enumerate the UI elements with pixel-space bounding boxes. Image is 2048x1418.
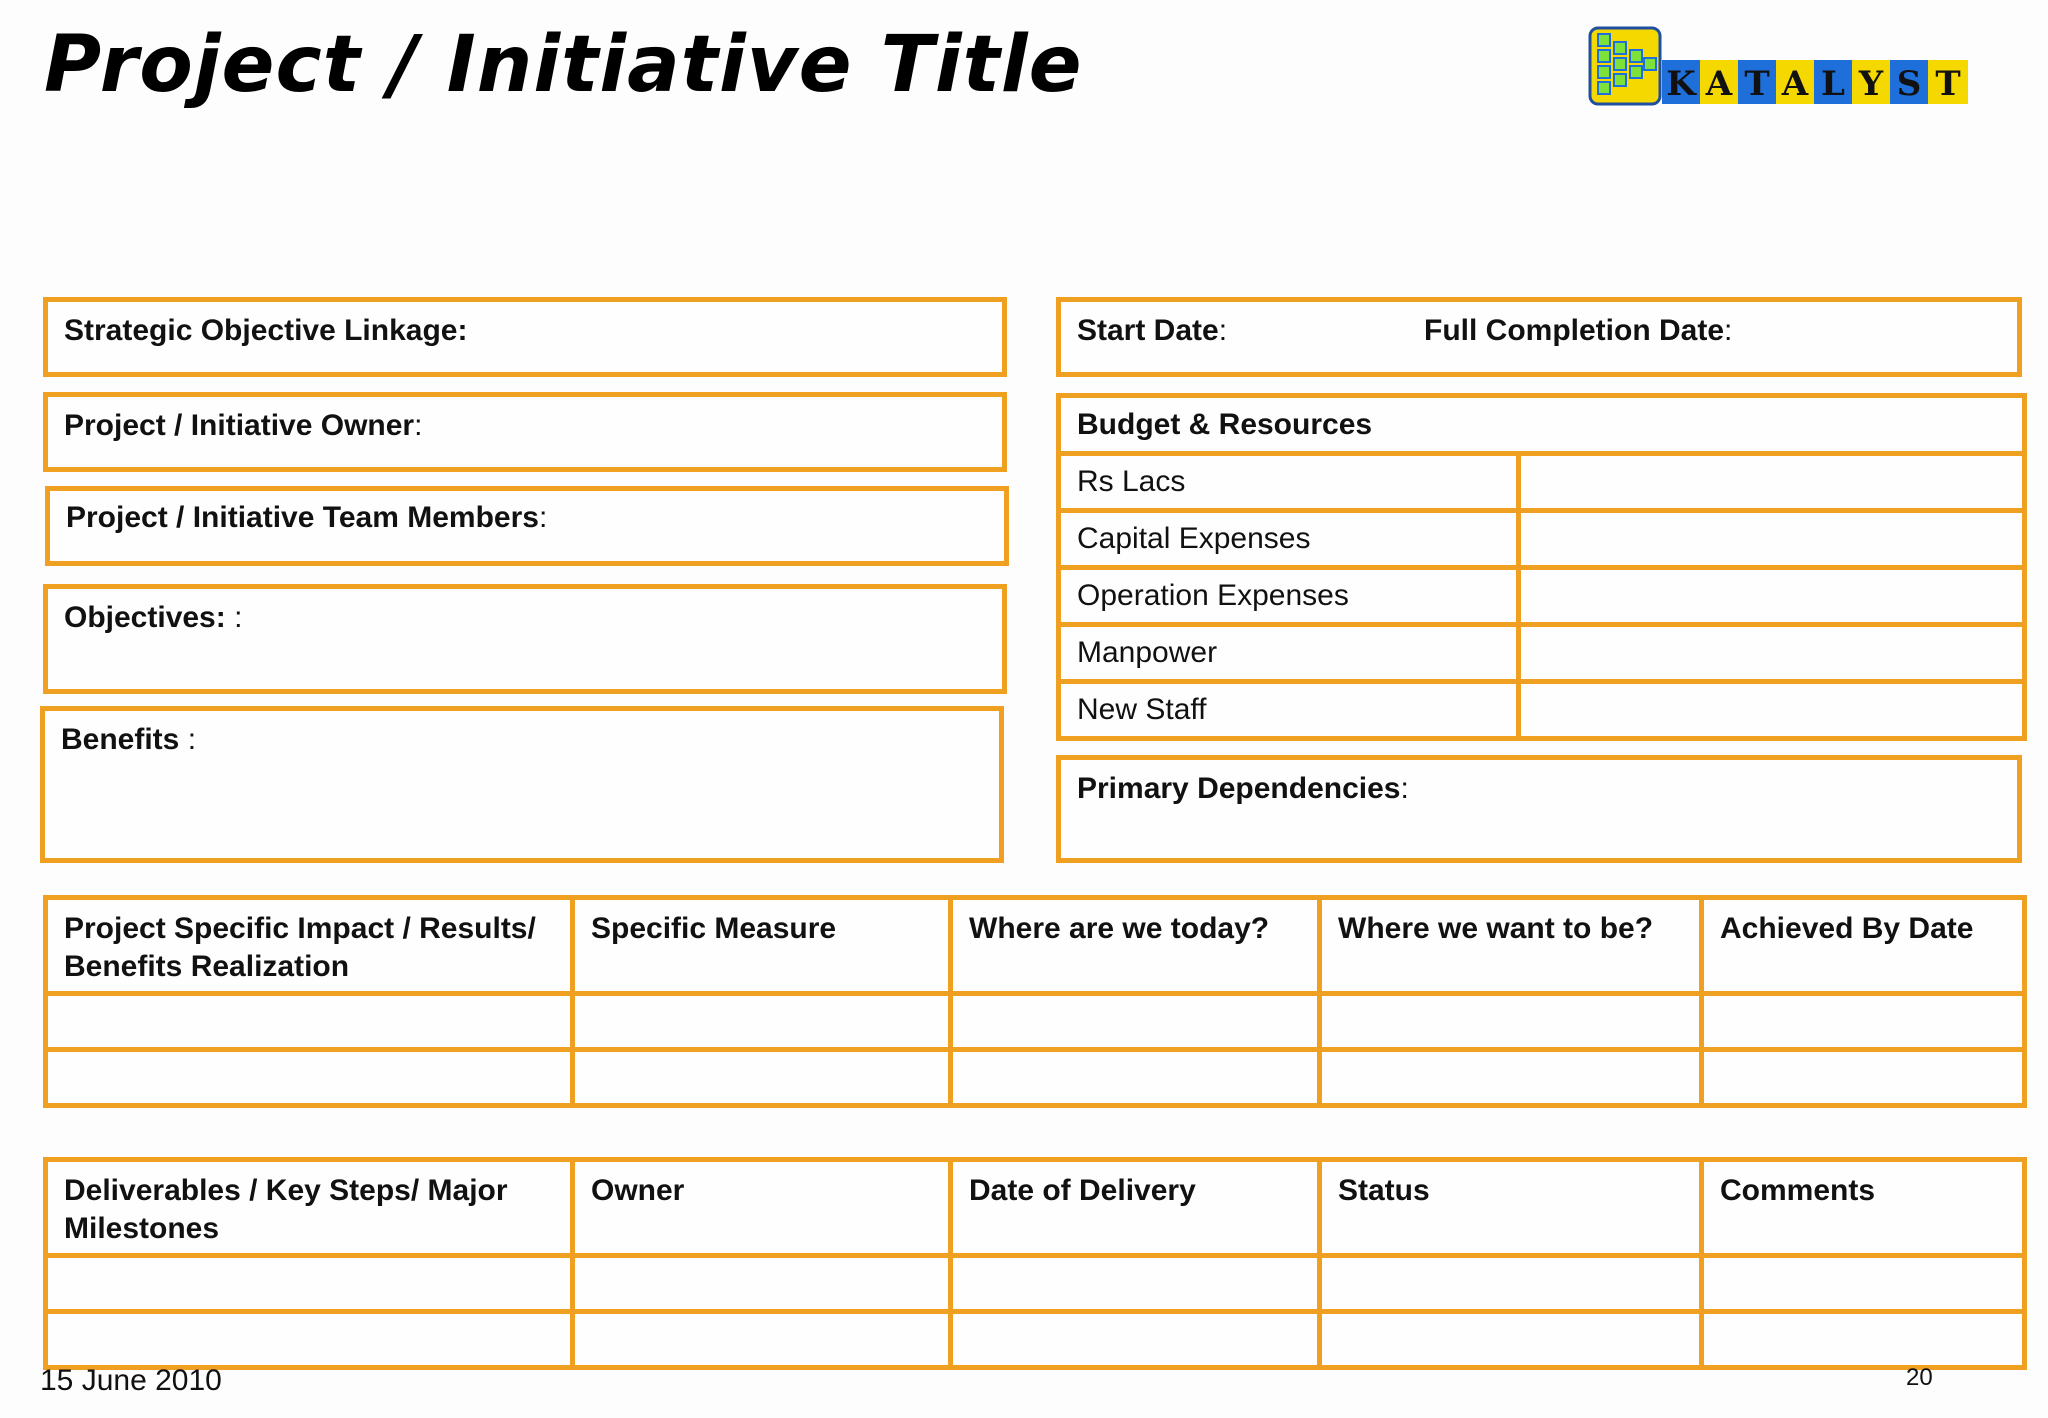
budget-value-cell[interactable] <box>1519 568 2025 625</box>
impact-header-row <box>46 898 2025 994</box>
impact-cell[interactable] <box>1702 994 2025 1050</box>
budget-row-label: Rs Lacs <box>1059 454 1519 511</box>
svg-text:S: S <box>1896 64 1922 104</box>
deliverables-cell[interactable] <box>573 1312 951 1368</box>
budget-value-cell[interactable] <box>1519 625 2025 682</box>
budget-row-label: New Staff <box>1059 682 1519 739</box>
benefits-label: Benefits : <box>61 723 197 756</box>
budget-value-cell[interactable] <box>1519 454 2025 511</box>
dependencies-label: Primary Dependencies: <box>1077 772 1409 805</box>
page-title: Project / Initiative Title <box>44 20 1083 110</box>
budget-row-label: Capital Expenses <box>1059 511 1519 568</box>
katalyst-logo <box>1588 26 1974 108</box>
deliverables-cell[interactable] <box>1320 1256 1702 1312</box>
logo-wordmark <box>1662 60 1968 104</box>
svg-text:Y: Y <box>1858 64 1884 104</box>
impact-row <box>46 1050 2025 1106</box>
deliverables-header-cell: Comments <box>1702 1160 2025 1256</box>
deliverables-cell[interactable] <box>951 1312 1320 1368</box>
start-date-label: Start Date: <box>1077 314 1228 347</box>
deliverables-header-row <box>46 1160 2025 1256</box>
budget-value-cell[interactable] <box>1519 511 2025 568</box>
deliverables-cell[interactable] <box>46 1312 573 1368</box>
budget-row-label: Operation Expenses <box>1059 568 1519 625</box>
impact-cell[interactable] <box>1320 1050 1702 1106</box>
impact-row <box>46 994 2025 1050</box>
impact-header-cell: Project Specific Impact / Results/ Benefits Realization <box>46 898 573 994</box>
deliverables-row <box>46 1312 2025 1368</box>
deliverables-cell[interactable] <box>1320 1312 1702 1368</box>
page-number: 20 <box>1906 1364 1933 1391</box>
impact-header-cell: Specific Measure <box>573 898 951 994</box>
strategic-objective-label: Strategic Objective Linkage: <box>64 314 468 347</box>
deliverables-table <box>43 1157 2027 1370</box>
impact-header-cell: Achieved By Date <box>1702 898 2025 994</box>
deliverables-row <box>46 1256 2025 1312</box>
footer-date: 15 June 2010 <box>40 1364 222 1397</box>
deliverables-cell[interactable] <box>951 1256 1320 1312</box>
budget-row <box>1059 625 2025 682</box>
impact-header-cell: Where we want to be? <box>1320 898 1702 994</box>
deliverables-header-cell: Owner <box>573 1160 951 1256</box>
objectives-label: Objectives: : <box>64 601 243 634</box>
svg-text:A: A <box>1781 64 1809 104</box>
svg-text:A: A <box>1705 64 1733 104</box>
impact-cell[interactable] <box>951 1050 1320 1106</box>
impact-cell[interactable] <box>951 994 1320 1050</box>
impact-header-cell: Where are we today? <box>951 898 1320 994</box>
budget-row <box>1059 511 2025 568</box>
team-members-label: Project / Initiative Team Members: <box>66 501 548 534</box>
impact-cell[interactable] <box>573 994 951 1050</box>
objectives-box[interactable] <box>43 584 1007 694</box>
budget-title: Budget & Resources <box>1059 396 2025 454</box>
impact-cell[interactable] <box>573 1050 951 1106</box>
deliverables-cell[interactable] <box>1702 1312 2025 1368</box>
dates-box[interactable] <box>1056 297 2022 377</box>
svg-text:L: L <box>1821 64 1845 104</box>
impact-cell[interactable] <box>1320 994 1702 1050</box>
dependencies-box[interactable] <box>1056 755 2022 863</box>
team-members-box[interactable] <box>45 486 1009 566</box>
svg-text:T: T <box>1935 64 1961 104</box>
deliverables-header-cell: Date of Delivery <box>951 1160 1320 1256</box>
deliverables-cell[interactable] <box>573 1256 951 1312</box>
deliverables-header-cell: Deliverables / Key Steps/ Major Milestones <box>46 1160 573 1256</box>
deliverables-cell[interactable] <box>46 1256 573 1312</box>
impact-cell[interactable] <box>46 1050 573 1106</box>
deliverables-cell[interactable] <box>1702 1256 2025 1312</box>
deliverables-header-cell: Status <box>1320 1160 1702 1256</box>
budget-table <box>1056 393 2027 741</box>
budget-row-label: Manpower <box>1059 625 1519 682</box>
budget-row <box>1059 682 2025 739</box>
budget-row <box>1059 568 2025 625</box>
svg-text:K: K <box>1666 64 1696 104</box>
completion-date-label: Full Completion Date: <box>1424 314 1733 347</box>
impact-table <box>43 895 2027 1108</box>
owner-label: Project / Initiative Owner: <box>64 409 423 442</box>
svg-text:T: T <box>1744 64 1770 104</box>
strategic-objective-box[interactable] <box>43 297 1007 377</box>
benefits-box[interactable] <box>40 706 1004 863</box>
impact-cell[interactable] <box>46 994 573 1050</box>
impact-cell[interactable] <box>1702 1050 2025 1106</box>
budget-value-cell[interactable] <box>1519 682 2025 739</box>
budget-row <box>1059 454 2025 511</box>
owner-box[interactable] <box>43 392 1007 472</box>
